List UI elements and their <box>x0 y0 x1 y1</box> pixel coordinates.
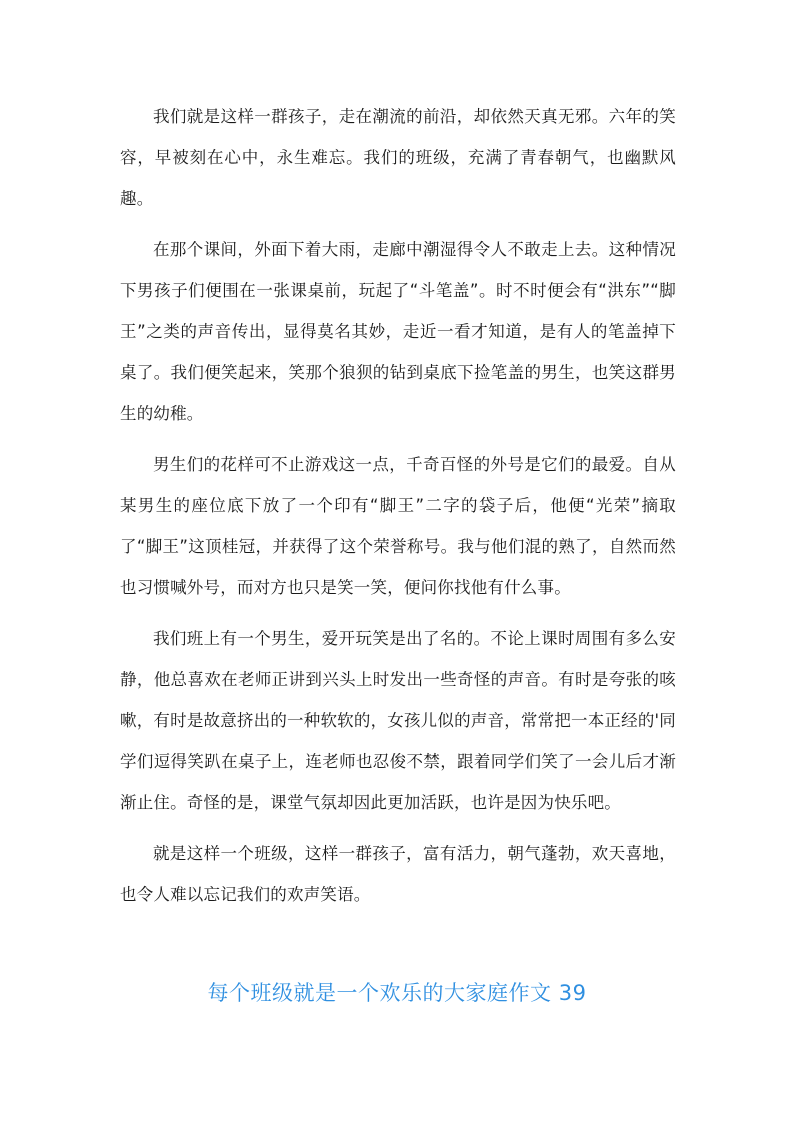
paragraph-3: 男生们的花样可不止游戏这一点，千奇百怪的外号是它们的最爱。自从某男生的座位底下放了一个印有“脚王”二字的袋子后，他便“光荣”摘取了“脚王”这顶桂冠，并获得了这个荣誉称号。我与他们混的熟了，自然而然也习惯喊外号，而对方也只是笑一笑，便问你找他有什么事。 <box>120 455 676 597</box>
essay-body <box>120 96 676 915</box>
paragraph-2: 在那个课间，外面下着大雨，走廊中潮湿得令人不敢走上去。这种情况下男孩子们便围在一张课桌前，玩起了“斗笔盖”。时不时便会有“洪东”“脚王”之类的声音传出，显得莫名其妙，走近一看才知道，是有人的笔盖掉下桌了。我们便笑起来，笑那个狼狈的钻到桌底下捡笔盖的男生，也笑这群男生的幼稚。 <box>120 240 676 423</box>
paragraph-5: 就是这样一个班级，这样一群孩子，富有活力，朝气蓬勃，欢天喜地，也令人难以忘记我们的欢声笑语。 <box>120 844 676 904</box>
next-essay-heading: 每个班级就是一个欢乐的大家庭作文 39 <box>207 981 587 1005</box>
paragraph-4: 我们班上有一个男生，爱开玩笑是出了名的。不论上课时周围有多么安静，他总喜欢在老师正讲到兴头上时发出一些奇怪的声音。有时是夸张的咳嗽，有时是故意挤出的一种软软的，女孩儿似的声音，常常把一本正经的'同学们逗得笑趴在桌子上，连老师也忍俊不禁，跟着同学们笑了一会儿后才渐渐止住。奇怪的是，课堂气氛却因此更加活跃，也许是因为快乐吧。 <box>120 629 676 812</box>
paragraph-1: 我们就是这样一群孩子，走在潮流的前沿，却依然天真无邪。六年的笑容，早被刻在心中，永生难忘。我们的班级，充满了青春朝气，也幽默风趣。 <box>120 107 676 208</box>
